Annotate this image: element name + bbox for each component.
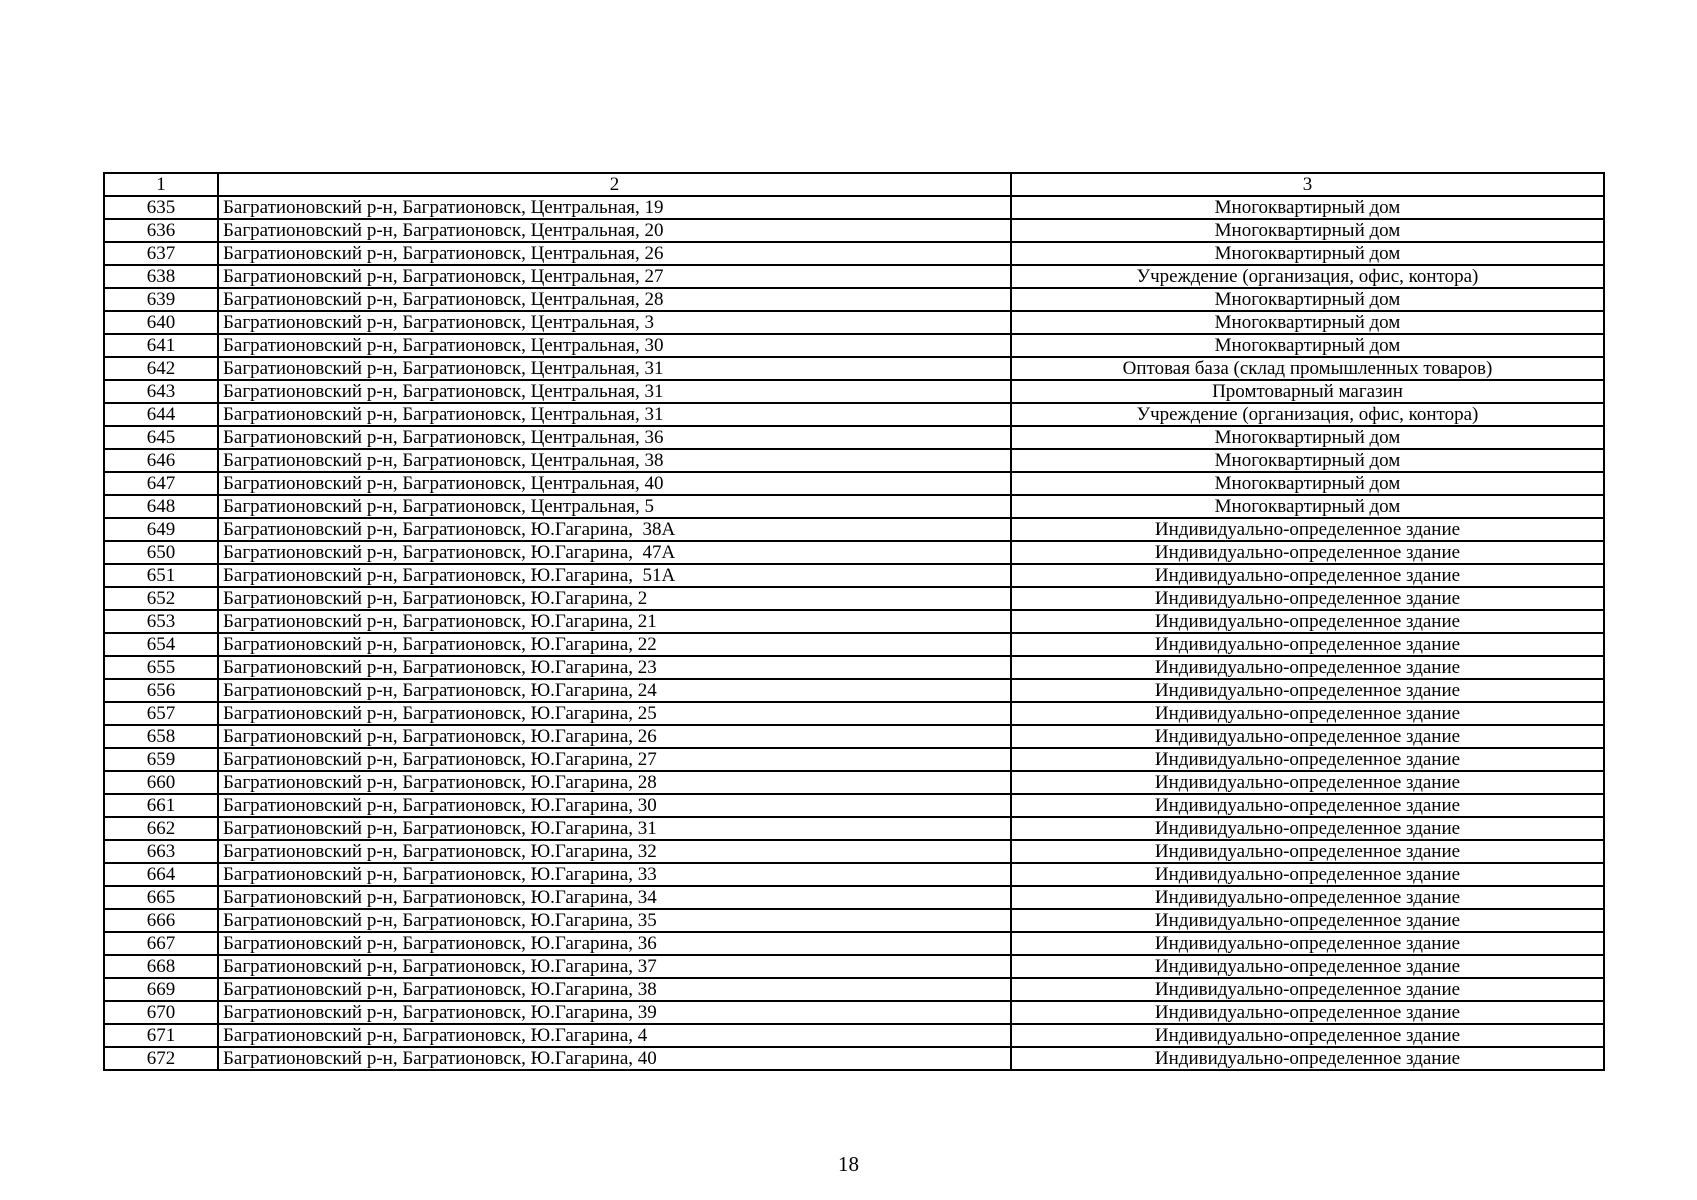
object-type-cell: Индивидуально-определенное здание: [1011, 932, 1604, 955]
object-type-cell: Многоквартирный дом: [1011, 288, 1604, 311]
address-cell: Багратионовский р-н, Багратионовск, Ю.Гагарина, 2: [218, 587, 1011, 610]
row-number-cell: 661: [104, 794, 218, 817]
table-row: [104, 518, 1604, 541]
row-number-cell: 635: [104, 196, 218, 219]
object-type-cell: Индивидуально-определенное здание: [1011, 840, 1604, 863]
object-type-cell: Индивидуально-определенное здание: [1011, 794, 1604, 817]
row-number-cell: 658: [104, 725, 218, 748]
table-row: [104, 909, 1604, 932]
address-cell: Багратионовский р-н, Багратионовск, Ю.Гагарина, 38А: [218, 518, 1011, 541]
object-type-cell: Индивидуально-определенное здание: [1011, 771, 1604, 794]
header-cell-1: 1: [104, 173, 218, 196]
object-type-cell: Индивидуально-определенное здание: [1011, 886, 1604, 909]
address-cell: Багратионовский р-н, Багратионовск, Центральная, 27: [218, 265, 1011, 288]
object-type-cell: Учреждение (организация, офис, контора): [1011, 265, 1604, 288]
row-number-cell: 647: [104, 472, 218, 495]
address-cell: Багратионовский р-н, Багратионовск, Ю.Гагарина, 22: [218, 633, 1011, 656]
row-number-cell: 650: [104, 541, 218, 564]
object-type-cell: Индивидуально-определенное здание: [1011, 863, 1604, 886]
table-row: [104, 771, 1604, 794]
row-number-cell: 648: [104, 495, 218, 518]
row-number-cell: 646: [104, 449, 218, 472]
address-cell: Багратионовский р-н, Багратионовск, Ю.Гагарина, 40: [218, 1047, 1011, 1070]
object-type-cell: Многоквартирный дом: [1011, 472, 1604, 495]
row-number-cell: 653: [104, 610, 218, 633]
table-row: [104, 288, 1604, 311]
table-row: [104, 932, 1604, 955]
object-type-cell: Индивидуально-определенное здание: [1011, 587, 1604, 610]
row-number-cell: 637: [104, 242, 218, 265]
row-number-cell: 657: [104, 702, 218, 725]
row-number-cell: 671: [104, 1024, 218, 1047]
object-type-cell: Оптовая база (склад промышленных товаров): [1011, 357, 1604, 380]
table-row: [104, 840, 1604, 863]
object-type-cell: Индивидуально-определенное здание: [1011, 955, 1604, 978]
object-type-cell: Многоквартирный дом: [1011, 219, 1604, 242]
table-row: [104, 633, 1604, 656]
address-cell: Багратионовский р-н, Багратионовск, Ю.Гагарина, 51А: [218, 564, 1011, 587]
address-cell: Багратионовский р-н, Багратионовск, Центральная, 26: [218, 242, 1011, 265]
table-row: [104, 748, 1604, 771]
header-cell-3: 3: [1011, 173, 1604, 196]
table-row: [104, 380, 1604, 403]
address-cell: Багратионовский р-н, Багратионовск, Ю.Гагарина, 34: [218, 886, 1011, 909]
address-cell: Багратионовский р-н, Багратионовск, Центральная, 31: [218, 403, 1011, 426]
table-row: [104, 725, 1604, 748]
address-cell: Багратионовский р-н, Багратионовск, Центральная, 31: [218, 380, 1011, 403]
table-row: [104, 541, 1604, 564]
table-row: [104, 472, 1604, 495]
row-number-cell: 663: [104, 840, 218, 863]
address-cell: Багратионовский р-н, Багратионовск, Центральная, 30: [218, 334, 1011, 357]
object-type-cell: Индивидуально-определенное здание: [1011, 1024, 1604, 1047]
address-cell: Багратионовский р-н, Багратионовск, Ю.Гагарина, 21: [218, 610, 1011, 633]
header-cell-2: 2: [218, 173, 1011, 196]
row-number-cell: 639: [104, 288, 218, 311]
table-row: [104, 817, 1604, 840]
table-row: [104, 978, 1604, 1001]
table-row: [104, 955, 1604, 978]
object-type-cell: Индивидуально-определенное здание: [1011, 541, 1604, 564]
table-row: [104, 1024, 1604, 1047]
address-cell: Багратионовский р-н, Багратионовск, Ю.Гагарина, 27: [218, 748, 1011, 771]
address-cell: Багратионовский р-н, Багратионовск, Центральная, 36: [218, 426, 1011, 449]
address-cell: Багратионовский р-н, Багратионовск, Ю.Гагарина, 30: [218, 794, 1011, 817]
object-type-cell: Многоквартирный дом: [1011, 242, 1604, 265]
object-type-cell: Индивидуально-определенное здание: [1011, 1001, 1604, 1024]
address-cell: Багратионовский р-н, Багратионовск, Ю.Гагарина, 36: [218, 932, 1011, 955]
row-number-cell: 644: [104, 403, 218, 426]
object-type-cell: Промтоварный магазин: [1011, 380, 1604, 403]
object-type-cell: Индивидуально-определенное здание: [1011, 518, 1604, 541]
object-type-cell: Индивидуально-определенное здание: [1011, 978, 1604, 1001]
address-cell: Багратионовский р-н, Багратионовск, Ю.Гагарина, 47А: [218, 541, 1011, 564]
row-number-cell: 664: [104, 863, 218, 886]
row-number-cell: 665: [104, 886, 218, 909]
table-body: [104, 173, 1604, 1070]
table-row: [104, 587, 1604, 610]
address-cell: Багратионовский р-н, Багратионовск, Ю.Гагарина, 26: [218, 725, 1011, 748]
row-number-cell: 672: [104, 1047, 218, 1070]
object-type-cell: Индивидуально-определенное здание: [1011, 610, 1604, 633]
table-header-row: [104, 173, 1604, 196]
object-type-cell: Многоквартирный дом: [1011, 334, 1604, 357]
row-number-cell: 662: [104, 817, 218, 840]
table-row: [104, 794, 1604, 817]
address-cell: Багратионовский р-н, Багратионовск, Ю.Гагарина, 33: [218, 863, 1011, 886]
table-row: [104, 702, 1604, 725]
table-row: [104, 196, 1604, 219]
row-number-cell: 640: [104, 311, 218, 334]
object-type-cell: Индивидуально-определенное здание: [1011, 564, 1604, 587]
table-row: [104, 656, 1604, 679]
object-type-cell: Многоквартирный дом: [1011, 196, 1604, 219]
address-cell: Багратионовский р-н, Багратионовск, Центральная, 28: [218, 288, 1011, 311]
row-number-cell: 641: [104, 334, 218, 357]
object-type-cell: Индивидуально-определенное здание: [1011, 1047, 1604, 1070]
row-number-cell: 651: [104, 564, 218, 587]
row-number-cell: 642: [104, 357, 218, 380]
table-row: [104, 357, 1604, 380]
address-cell: Багратионовский р-н, Багратионовск, Ю.Гагарина, 23: [218, 656, 1011, 679]
address-cell: Багратионовский р-н, Багратионовск, Ю.Гагарина, 38: [218, 978, 1011, 1001]
table-row: [104, 610, 1604, 633]
row-number-cell: 652: [104, 587, 218, 610]
object-type-cell: Учреждение (организация, офис, контора): [1011, 403, 1604, 426]
object-type-cell: Индивидуально-определенное здание: [1011, 725, 1604, 748]
row-number-cell: 659: [104, 748, 218, 771]
table-row: [104, 1001, 1604, 1024]
object-type-cell: Индивидуально-определенное здание: [1011, 633, 1604, 656]
table-row: [104, 265, 1604, 288]
table-row: [104, 311, 1604, 334]
row-number-cell: 656: [104, 679, 218, 702]
table-row: [104, 219, 1604, 242]
table-row: [104, 886, 1604, 909]
table-row: [104, 426, 1604, 449]
object-type-cell: Индивидуально-определенное здание: [1011, 656, 1604, 679]
row-number-cell: 667: [104, 932, 218, 955]
object-type-cell: Индивидуально-определенное здание: [1011, 748, 1604, 771]
address-cell: Багратионовский р-н, Багратионовск, Центральная, 38: [218, 449, 1011, 472]
address-cell: Багратионовский р-н, Багратионовск, Ю.Гагарина, 25: [218, 702, 1011, 725]
object-type-cell: Индивидуально-определенное здание: [1011, 909, 1604, 932]
row-number-cell: 649: [104, 518, 218, 541]
row-number-cell: 670: [104, 1001, 218, 1024]
address-cell: Багратионовский р-н, Багратионовск, Ю.Гагарина, 32: [218, 840, 1011, 863]
row-number-cell: 643: [104, 380, 218, 403]
table-row: [104, 334, 1604, 357]
address-cell: Багратионовский р-н, Багратионовск, Ю.Гагарина, 37: [218, 955, 1011, 978]
address-cell: Багратионовский р-н, Багратионовск, Центральная, 31: [218, 357, 1011, 380]
address-table: [103, 172, 1605, 1071]
table-row: [104, 679, 1604, 702]
address-cell: Багратионовский р-н, Багратионовск, Ю.Гагарина, 4: [218, 1024, 1011, 1047]
address-cell: Багратионовский р-н, Багратионовск, Ю.Гагарина, 24: [218, 679, 1011, 702]
page-number: 18: [838, 1152, 859, 1176]
object-type-cell: Многоквартирный дом: [1011, 449, 1604, 472]
row-number-cell: 654: [104, 633, 218, 656]
table-row: [104, 449, 1604, 472]
address-cell: Багратионовский р-н, Багратионовск, Ю.Гагарина, 28: [218, 771, 1011, 794]
address-cell: Багратионовский р-н, Багратионовск, Центральная, 3: [218, 311, 1011, 334]
address-cell: Багратионовский р-н, Багратионовск, Центральная, 5: [218, 495, 1011, 518]
table-row: [104, 403, 1604, 426]
row-number-cell: 638: [104, 265, 218, 288]
table-row: [104, 1047, 1604, 1070]
row-number-cell: 669: [104, 978, 218, 1001]
table-row: [104, 242, 1604, 265]
object-type-cell: Многоквартирный дом: [1011, 426, 1604, 449]
row-number-cell: 655: [104, 656, 218, 679]
row-number-cell: 636: [104, 219, 218, 242]
address-cell: Багратионовский р-н, Багратионовск, Центральная, 19: [218, 196, 1011, 219]
table-row: [104, 564, 1604, 587]
address-cell: Багратионовский р-н, Багратионовск, Ю.Гагарина, 35: [218, 909, 1011, 932]
row-number-cell: 645: [104, 426, 218, 449]
row-number-cell: 660: [104, 771, 218, 794]
address-cell: Багратионовский р-н, Багратионовск, Ю.Гагарина, 31: [218, 817, 1011, 840]
address-cell: Багратионовский р-н, Багратионовск, Центральная, 40: [218, 472, 1011, 495]
address-cell: Багратионовский р-н, Багратионовск, Центральная, 20: [218, 219, 1011, 242]
row-number-cell: 668: [104, 955, 218, 978]
table-row: [104, 863, 1604, 886]
object-type-cell: Индивидуально-определенное здание: [1011, 817, 1604, 840]
address-cell: Багратионовский р-н, Багратионовск, Ю.Гагарина, 39: [218, 1001, 1011, 1024]
row-number-cell: 666: [104, 909, 218, 932]
object-type-cell: Индивидуально-определенное здание: [1011, 679, 1604, 702]
object-type-cell: Многоквартирный дом: [1011, 495, 1604, 518]
table-row: [104, 495, 1604, 518]
object-type-cell: Индивидуально-определенное здание: [1011, 702, 1604, 725]
object-type-cell: Многоквартирный дом: [1011, 311, 1604, 334]
